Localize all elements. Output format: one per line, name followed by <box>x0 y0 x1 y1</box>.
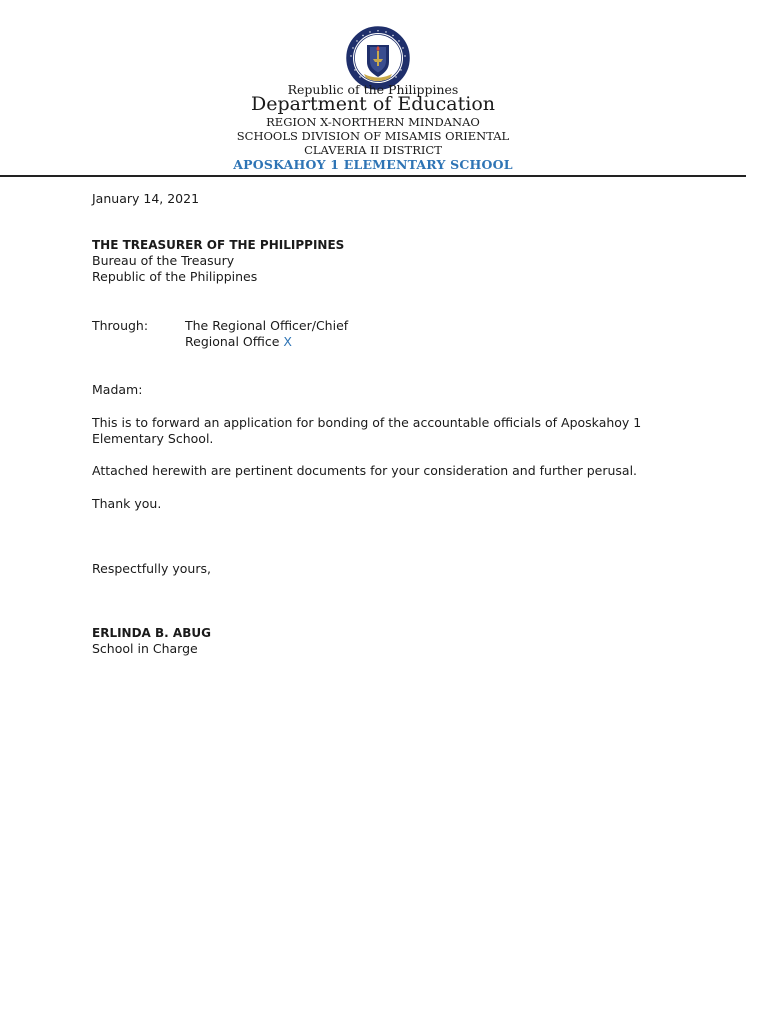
through-line-1: The Regional Officer/Chief <box>185 318 349 333</box>
through-line-2 <box>185 334 292 350</box>
signatory-name: ERLINDA B. ABUG <box>92 626 211 640</box>
letter-date: January 14, 2021 <box>92 191 200 206</box>
thanks-line: Thank you. <box>92 496 162 511</box>
paragraph-2: Attached herewith are pertinent documents for your consideration and further perusal. <box>92 463 638 478</box>
division-heading: SCHOOLS DIVISION OF MISAMIS ORIENTAL <box>236 129 510 143</box>
addressee-line-1: Bureau of the Treasury <box>92 253 235 268</box>
paragraph-1-line-1: This is to forward an application for bonding of the accountable officials of Aposkahoy 1 <box>92 415 642 430</box>
through-line-2-prefix: Regional Office <box>185 334 280 349</box>
district-heading: CLAVERIA II DISTRICT <box>304 143 442 157</box>
salutation: Madam: <box>92 382 143 397</box>
through-label: Through: <box>92 318 149 333</box>
through-line-2-suffix: X <box>283 334 292 349</box>
closing-line: Respectfully yours, <box>92 561 211 576</box>
school-heading: APOSKAHOY 1 ELEMENTARY SCHOOL <box>233 157 513 172</box>
letterhead-divider <box>0 175 746 177</box>
addressee-line-2: Republic of the Philippines <box>92 269 258 284</box>
region-heading: REGION X-NORTHERN MINDANAO <box>266 115 480 129</box>
department-heading: Department of Education <box>251 93 495 115</box>
addressee-name: THE TREASURER OF THE PHILIPPINES <box>92 238 345 252</box>
republic-heading: Republic of the Philippines <box>287 82 459 97</box>
signatory-title: School in Charge <box>92 641 198 656</box>
deped-seal-logo <box>346 26 410 90</box>
paragraph-1-line-2: Elementary School. <box>92 431 214 446</box>
